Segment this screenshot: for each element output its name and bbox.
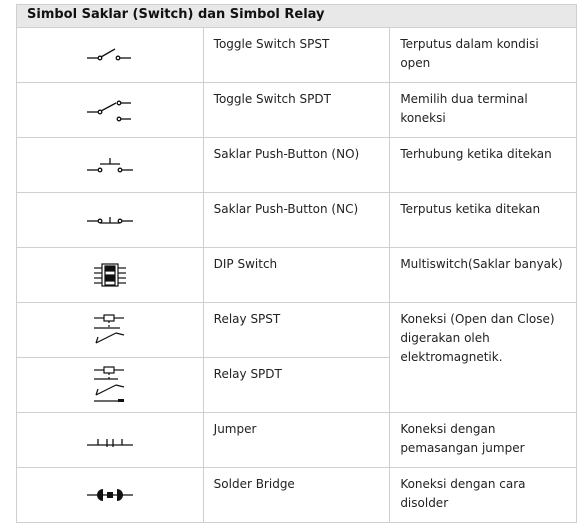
table-title: Simbol Saklar (Switch) dan Simbol Relay: [17, 5, 577, 28]
symbol-cell: [17, 28, 204, 83]
symbol-description: Multiswitch(Saklar banyak): [390, 248, 577, 303]
table-row: [17, 468, 577, 523]
table-row: [17, 28, 577, 83]
switch-relay-symbol-table: [16, 4, 577, 523]
pushbutton-nc-symbol-icon: [85, 210, 135, 230]
pushbutton-no-symbol-icon: [85, 155, 135, 175]
symbol-cell: [17, 248, 204, 303]
solder-bridge-symbol-icon: [85, 485, 135, 505]
symbol-description: Koneksi dengan cara disolder: [390, 468, 577, 523]
symbol-name: DIP Switch: [203, 248, 390, 303]
table-row: [17, 193, 577, 248]
table-row: [17, 83, 577, 138]
relay-spdt-symbol-icon: [90, 365, 130, 405]
dip-switch-symbol-icon: [90, 262, 130, 288]
jumper-symbol-icon: [85, 430, 135, 450]
symbol-description: Terputus dalam kondisi open: [390, 28, 577, 83]
relay-spst-symbol-icon: [90, 313, 130, 347]
symbol-description: Koneksi (Open dan Close) digerakan oleh elektromagnetik.: [390, 303, 577, 413]
symbol-name: Solder Bridge: [203, 468, 390, 523]
symbol-description: Terhubung ketika ditekan: [390, 138, 577, 193]
symbol-name: Toggle Switch SPST: [203, 28, 390, 83]
toggle-spst-symbol-icon: [85, 45, 135, 65]
symbol-description: Koneksi dengan pemasangan jumper: [390, 413, 577, 468]
table-row: [17, 248, 577, 303]
symbol-cell: [17, 468, 204, 523]
symbol-cell: [17, 83, 204, 138]
symbol-description: Memilih dua terminal koneksi: [390, 83, 577, 138]
table-row: [17, 303, 577, 358]
symbol-cell: [17, 413, 204, 468]
symbol-cell: [17, 138, 204, 193]
symbol-description: Terputus ketika ditekan: [390, 193, 577, 248]
symbol-cell: [17, 193, 204, 248]
symbol-cell: [17, 358, 204, 413]
table-row: [17, 138, 577, 193]
symbol-name: Saklar Push-Button (NC): [203, 193, 390, 248]
symbol-name: Toggle Switch SPDT: [203, 83, 390, 138]
symbol-name: Jumper: [203, 413, 390, 468]
symbol-name: Relay SPDT: [203, 358, 390, 413]
symbol-name: Saklar Push-Button (NO): [203, 138, 390, 193]
symbol-cell: [17, 303, 204, 358]
symbol-name: Relay SPST: [203, 303, 390, 358]
table-row: [17, 413, 577, 468]
toggle-spdt-symbol-icon: [85, 97, 135, 123]
